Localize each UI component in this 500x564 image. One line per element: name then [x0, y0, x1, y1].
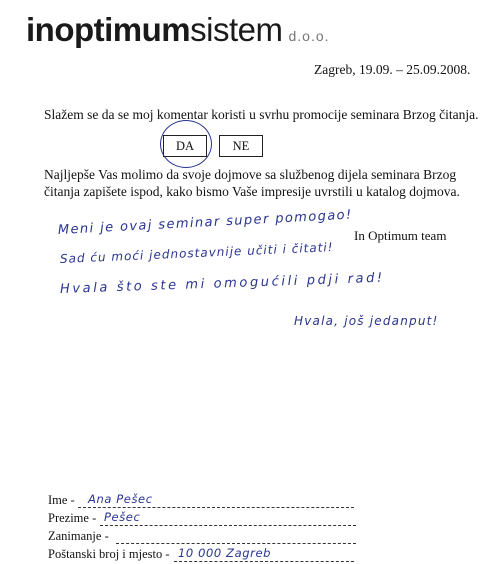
- instruction-text: Najljepše Vas molimo da svoje dojmove sa službenog dijela seminara Brzog čitanja zapišete ispod, kako bismo Vaše impresije uvrstili u katalog dojmova.: [44, 167, 460, 199]
- handwritten-comment-line: Sad ću moći jednostavnije učiti i čitati!: [59, 240, 334, 266]
- date-location: Zagreb, 19.09. – 25.09.2008.: [314, 62, 471, 77]
- logo-in: in: [26, 11, 55, 48]
- handwritten-comment-line: Meni je ovaj seminar super pomogao!: [57, 207, 353, 238]
- selection-circle: [160, 120, 212, 168]
- postal-label: Poštanski broj i mjesto -: [48, 547, 170, 561]
- first-name-value: Ana Pešec: [88, 492, 153, 506]
- occupation-label: Zanimanje -: [48, 529, 109, 543]
- handwritten-comment-line: Hvala što ste mi omogućili pdji rad!: [59, 270, 385, 297]
- postal-value: 10 000 Zagreb: [178, 546, 272, 560]
- company-logo: [26, 10, 330, 56]
- logo-optimum: optimum: [54, 11, 191, 48]
- consent-statement: Slažem se da se moj komentar koristi u svrhu promocije seminara Brzog čitanja.: [44, 107, 479, 122]
- surname-value: Pešec: [104, 510, 141, 524]
- team-label: In Optimum team: [354, 228, 447, 243]
- handwritten-comment-line: Hvala, još jedanput!: [294, 314, 439, 328]
- postal-line[interactable]: [174, 561, 354, 562]
- first-name-label: Ime -: [48, 493, 75, 507]
- occupation-line[interactable]: [116, 543, 356, 544]
- logo-suffix: d.o.o.: [288, 28, 330, 44]
- surname-line[interactable]: [100, 525, 356, 526]
- consent-yes-option[interactable]: DA: [163, 135, 207, 157]
- consent-no-option[interactable]: NE: [219, 135, 263, 157]
- first-name-line[interactable]: [78, 507, 354, 508]
- surname-label: Prezime -: [48, 511, 97, 525]
- logo-sistem: sistem: [190, 11, 283, 48]
